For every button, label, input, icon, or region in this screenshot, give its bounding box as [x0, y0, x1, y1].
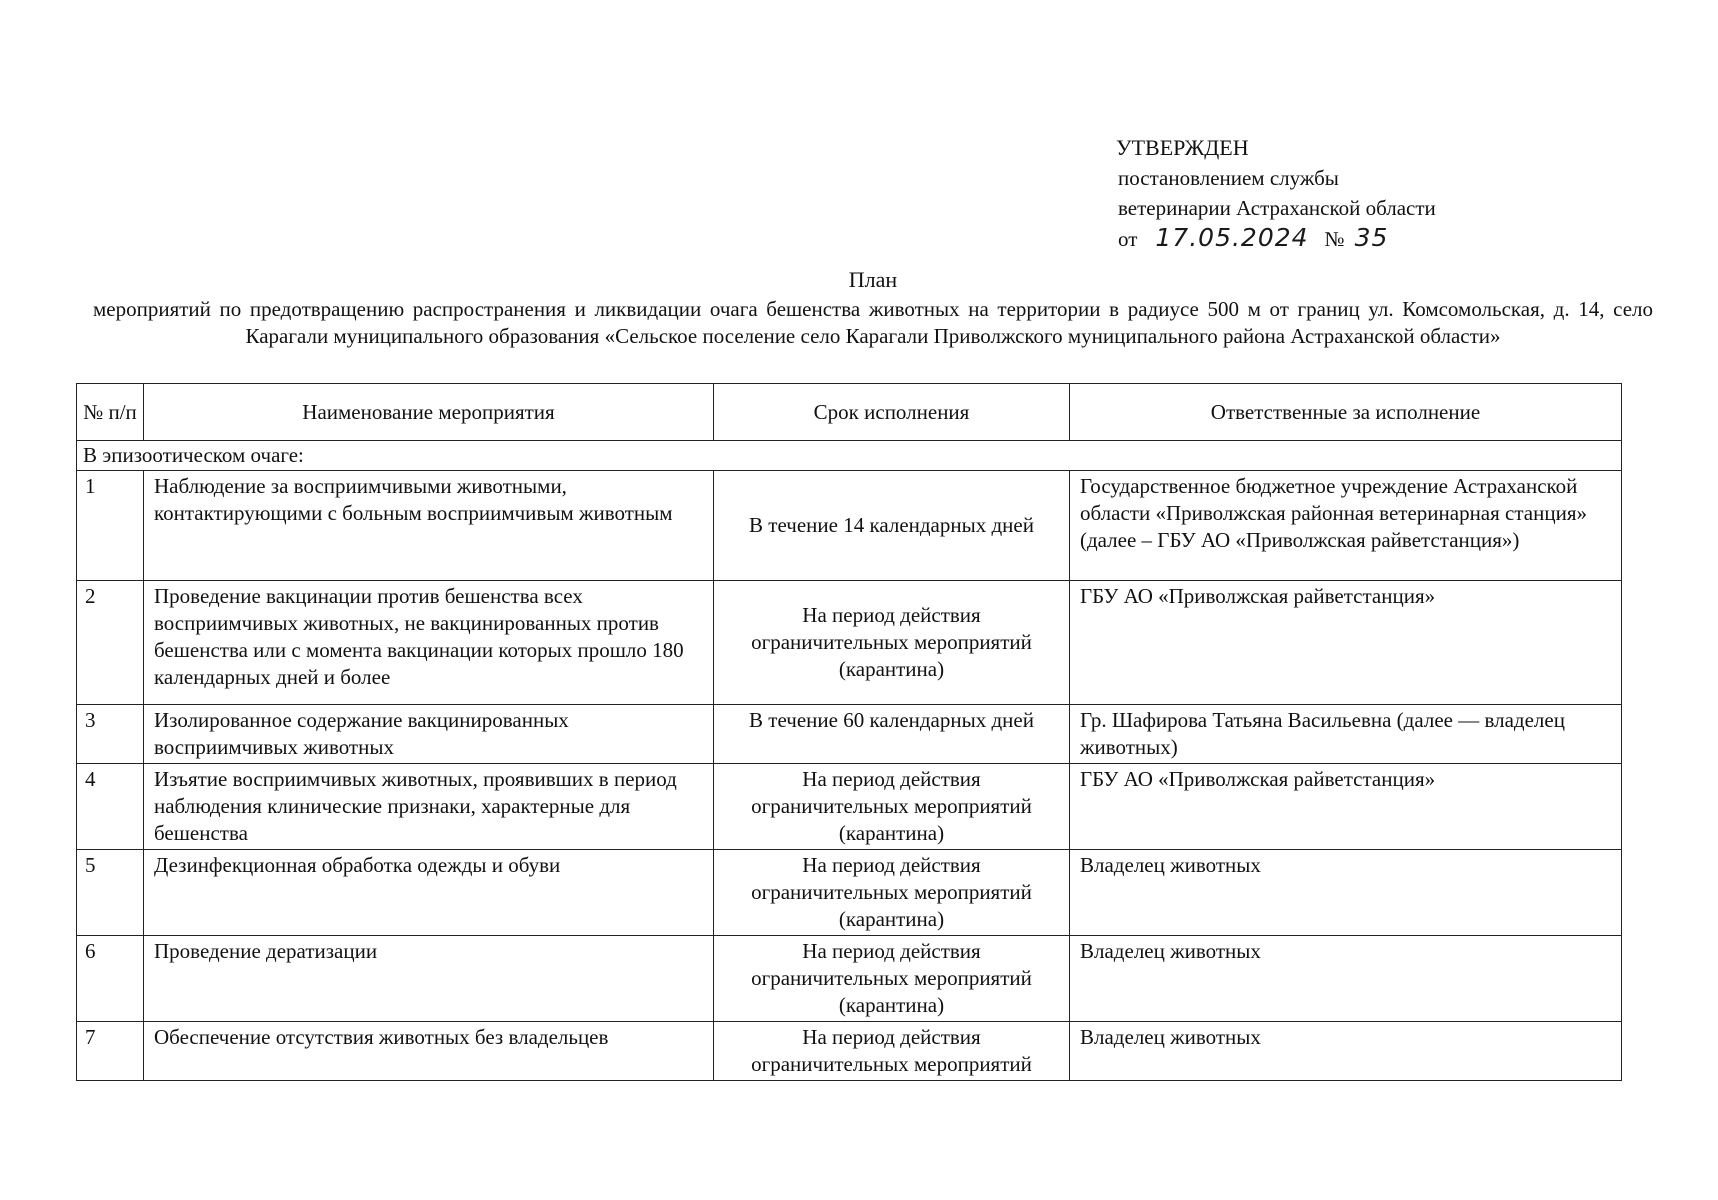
table-row: [77, 936, 1622, 1022]
row-name: Изъятие восприимчивых животных, проявивших в период наблюдения клинические признаки, характерные для бешенства: [144, 764, 714, 850]
from-label: от: [1118, 227, 1138, 251]
row-name: Проведение дератизации: [144, 936, 714, 1022]
table-row: [77, 581, 1622, 705]
row-num: 5: [77, 850, 144, 936]
table-row: [77, 705, 1622, 764]
table-row: [77, 764, 1622, 850]
row-num: 7: [77, 1022, 144, 1081]
row-term: В течение 60 календарных дней: [714, 705, 1070, 764]
row-responsible: ГБУ АО «Приволжская райветстанция»: [1070, 764, 1622, 850]
row-num: 4: [77, 764, 144, 850]
document-subtitle: мероприятий по предотвращению распространения и ликвидации очага бешенства животных на территории в радиусе 500 м от границ ул. Комсомольская, д. 14, село Карагали муниципального образования «Сельское поселение село Карагали Приволжского муниципального района Астраханской области»: [93, 297, 1653, 348]
row-responsible: Владелец животных: [1070, 1022, 1622, 1081]
table-header-row: [77, 384, 1622, 441]
header-num: № п/п: [77, 384, 144, 441]
approval-date-line: [1118, 223, 1436, 254]
row-name: Обеспечение отсутствия животных без владельцев: [144, 1022, 714, 1081]
row-responsible: Владелец животных: [1070, 936, 1622, 1022]
row-name: Наблюдение за восприимчивыми животными, контактирующими с больным восприимчивым животным: [144, 471, 714, 581]
section-label: В эпизоотическом очаге:: [77, 441, 1622, 471]
row-responsible: Владелец животных: [1070, 850, 1622, 936]
plan-table: [76, 383, 1622, 1081]
approval-title: УТВЕРЖДЕН: [1116, 135, 1249, 160]
number-sign: №: [1324, 227, 1345, 251]
row-responsible: Гр. Шафирова Татьяна Васильевна (далее — владелец животных): [1070, 705, 1622, 764]
row-num: 2: [77, 581, 144, 705]
header-responsible: Ответственные за исполнение: [1070, 384, 1622, 441]
row-responsible: Государственное бюджетное учреждение Астраханской области «Приволжская районная ветеринарная станция» (далее – ГБУ АО «Приволжская райветстанция»): [1070, 471, 1622, 581]
handwritten-date: 17.05.2024: [1155, 223, 1309, 252]
section-row: [77, 441, 1622, 471]
header-term: Срок исполнения: [714, 384, 1070, 441]
table-row: [77, 850, 1622, 936]
row-responsible: ГБУ АО «Приволжская райветстанция»: [1070, 581, 1622, 705]
header-name: Наименование мероприятия: [144, 384, 714, 441]
row-term: В течение 14 календарных дней: [714, 471, 1070, 581]
row-num: 3: [77, 705, 144, 764]
row-name: Проведение вакцинации против бешенства всех восприимчивых животных, не вакцинированных против бешенства или с момента вакцинации которых прошло 180 календарных дней и более: [144, 581, 714, 705]
row-term: На период действия ограничительных мероприятий (карантина): [714, 850, 1070, 936]
handwritten-number: 35: [1354, 223, 1389, 252]
row-term: На период действия ограничительных мероприятий (карантина): [714, 581, 1070, 705]
row-name: Дезинфекционная обработка одежды и обуви: [144, 850, 714, 936]
row-term: На период действия ограничительных мероприятий (карантина): [714, 764, 1070, 850]
approval-line-2: ветеринарии Астраханской области: [1118, 196, 1436, 220]
row-name: Изолированное содержание вакцинированных восприимчивых животных: [144, 705, 714, 764]
table-row: [77, 471, 1622, 581]
row-term: На период действия ограничительных мероприятий (карантина): [714, 936, 1070, 1022]
row-num: 6: [77, 936, 144, 1022]
row-num: 1: [77, 471, 144, 581]
document-title: План: [848, 267, 898, 292]
row-term: На период действия ограничительных мероприятий: [714, 1022, 1070, 1081]
approval-block: [1118, 133, 1436, 254]
approval-line-1: постановлением службы: [1118, 166, 1339, 190]
table-row: [77, 1022, 1622, 1081]
